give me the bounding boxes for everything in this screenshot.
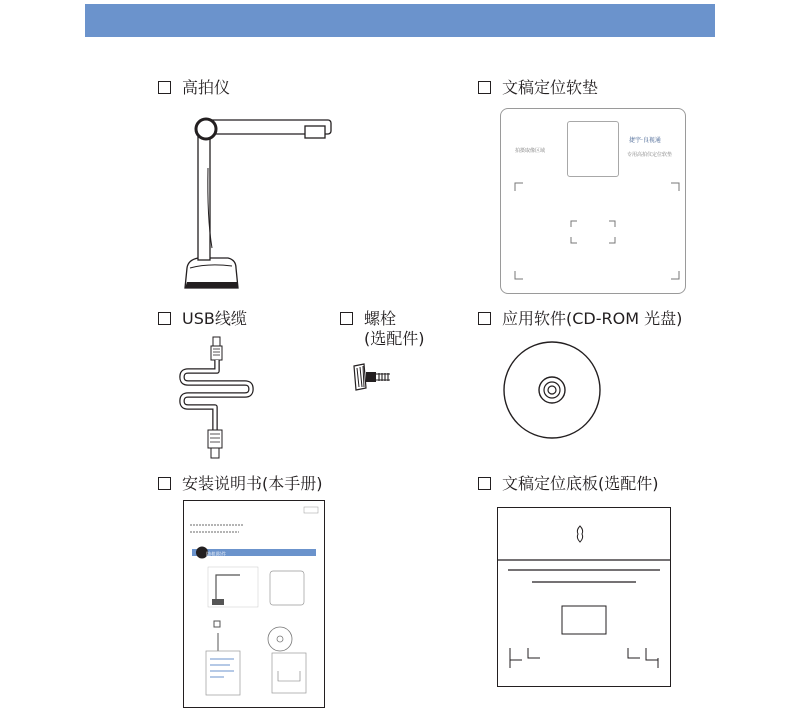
mat-text: 拍摄取像区域 — [515, 148, 546, 154]
item-label: 螺栓 (选配件) — [364, 309, 425, 348]
item-usb-cable[interactable] — [158, 309, 247, 329]
checkbox[interactable] — [478, 81, 491, 94]
manual-page-content — [184, 501, 324, 707]
item-label: USB线缆 — [182, 309, 247, 328]
mat-corner-marks — [501, 109, 685, 293]
base-plate-icon — [497, 507, 671, 687]
item-label: 安装说明书(本手册) — [182, 474, 323, 493]
checkbox[interactable] — [158, 81, 171, 94]
manual-section-title: 随机附件 — [206, 552, 227, 558]
item-manual[interactable] — [158, 474, 323, 494]
item-document-camera[interactable] — [158, 78, 230, 98]
cd-rom-icon — [502, 340, 602, 440]
usb-cable-icon — [175, 335, 260, 460]
checkbox[interactable] — [478, 477, 491, 490]
mat-caption: 专用高拍仪定位软垫 — [627, 152, 673, 158]
checkbox[interactable] — [158, 477, 171, 490]
item-label: 应用软件(CD-ROM 光盘) — [502, 309, 683, 328]
checkbox[interactable] — [340, 312, 353, 325]
item-label: 文稿定位软垫 — [502, 78, 599, 97]
item-label: 文稿定位底板(选配件) — [502, 474, 659, 493]
item-positioning-mat[interactable] — [478, 78, 598, 98]
item-cd-rom[interactable] — [478, 309, 682, 329]
item-base-plate[interactable] — [478, 474, 659, 494]
base-plate-drawing — [498, 508, 670, 686]
item-bolt[interactable] — [340, 309, 425, 349]
document-camera-icon — [160, 108, 340, 293]
mat-brand-logo: 捷宇·良视通 — [629, 137, 661, 144]
manual-booklet-icon — [183, 500, 325, 708]
checkbox[interactable] — [158, 312, 171, 325]
bolt-icon — [352, 362, 394, 394]
header-bar — [85, 4, 715, 37]
checkbox[interactable] — [478, 312, 491, 325]
positioning-mat-icon — [500, 108, 686, 294]
item-label: 高拍仪 — [182, 78, 231, 97]
